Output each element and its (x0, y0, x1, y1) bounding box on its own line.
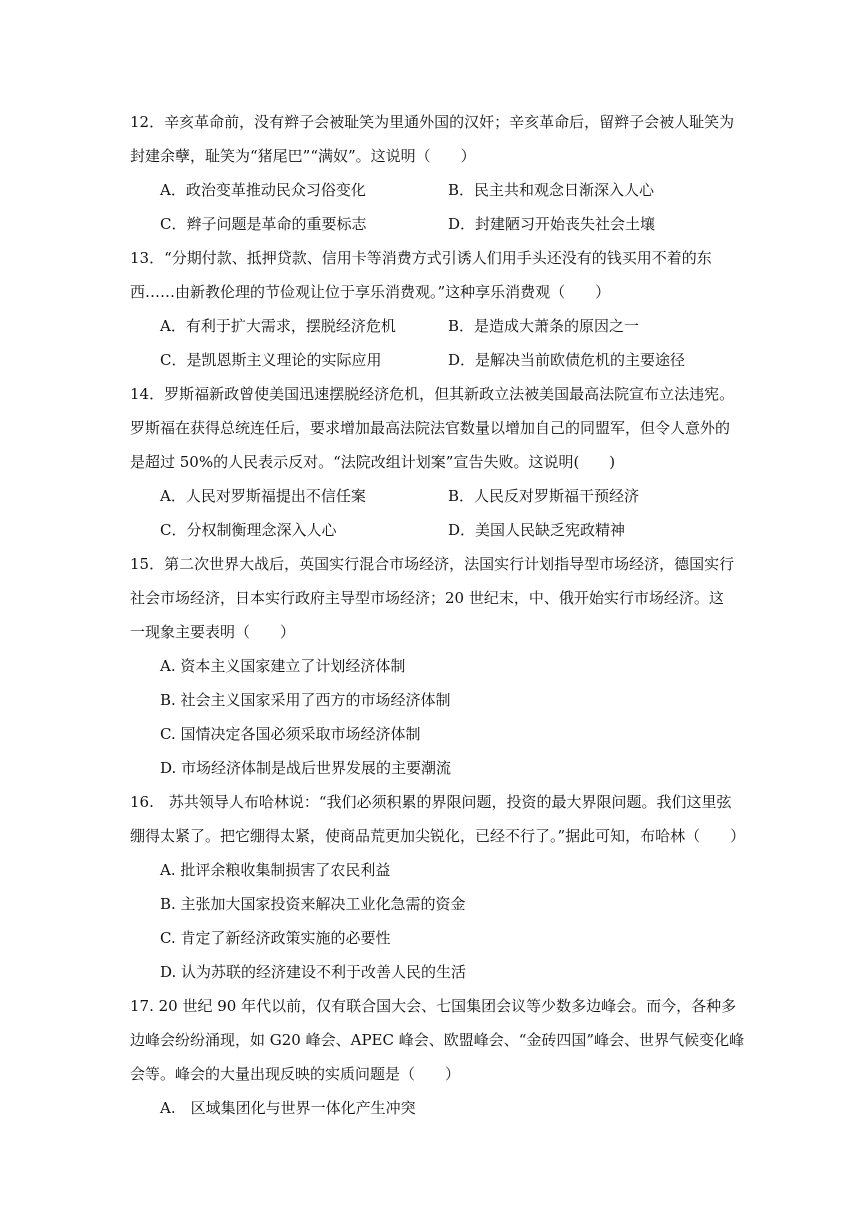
question-text-line: 社会市场经济，日本实行政府主导型市场经济；20 世纪末，中、俄开始实行市场经济。这 (130, 589, 724, 607)
option-d: D．美国人民缺乏宪政精神 (448, 521, 626, 539)
question-text-line: 是超过 50%的人民表示反对。“法院改组计划案”宣告失败。这说明( ) (130, 453, 616, 471)
option-c: C．是凯恩斯主义理论的实际应用 (160, 351, 382, 369)
option-d: D. 市场经济体制是战后世界发展的主要潮流 (160, 759, 452, 777)
question-text-line: 西……由新教伦理的节俭观让位于享乐消费观。”这种享乐消费观（ ） (130, 283, 611, 301)
option-b: B．是造成大萧条的原因之一 (448, 317, 640, 335)
question-text-line: 13．“分期付款、抵押贷款、信用卡等消费方式引诱人们用手头还没有的钱买用不着的东 (130, 249, 712, 267)
question-text-line: 罗斯福在获得总统连任后，要求增加最高法院法官数量以增加自己的同盟军，但令人意外的 (130, 419, 731, 437)
question-text-line: 16. 苏共领导人布哈林说：“我们必须积累的界限问题，投资的最大界限问题。我们这里弦 (130, 793, 732, 811)
option-b: B．人民反对罗斯福干预经济 (448, 487, 640, 505)
option-a: A．政治变革推动民众习俗变化 (160, 181, 366, 199)
option-c: C．分权制衡理念深入人心 (160, 521, 337, 539)
option-c: C. 肯定了新经济政策实施的必要性 (160, 929, 391, 947)
option-a: A．有利于扩大需求，摆脱经济危机 (160, 317, 396, 335)
option-b: B. 社会主义国家采用了西方的市场经济体制 (160, 691, 451, 709)
option-c: C. 国情决定各国必须采取市场经济体制 (160, 725, 421, 743)
question-text-line: 会等。峰会的大量出现反映的实质问题是（ ） (130, 1065, 461, 1083)
option-d: D. 认为苏联的经济建设不利于改善人民的生活 (160, 963, 467, 981)
question-text-line: 12．辛亥革命前，没有辫子会被耻笑为里通外国的汉奸；辛亥革命后，留辫子会被人耻笑为 (130, 113, 735, 131)
question-text-line: 15．第二次世界大战后，英国实行混合市场经济，法国实行计划指导型市场经济，德国实行 (130, 555, 735, 573)
question-text-line: 绷得太紧了。把它绷得太紧，使商品荒更加尖锐化，已经不行了。”据此可知，布哈林（ ） (130, 827, 746, 845)
option-c: C．辫子问题是革命的重要标志 (160, 215, 367, 233)
option-d: D．是解决当前欧债危机的主要途径 (448, 351, 686, 369)
option-b: B．民主共和观念日渐深入人心 (448, 181, 655, 199)
option-b: B. 主张加大国家投资来解决工业化急需的资金 (160, 895, 466, 913)
question-text-line: 17. 20 世纪 90 年代以前，仅有联合国大会、七国集团会议等少数多边峰会。而今，各种多 (130, 997, 737, 1015)
question-text-line: 14．罗斯福新政曾使美国迅速摆脱经济危机，但其新政立法被美国最高法院宣布立法违宪。 (130, 385, 735, 403)
option-a: A. 区域集团化与世界一体化产生冲突 (160, 1099, 416, 1117)
question-text-line: 封建余孽，耻笑为“猪尾巴”“满奴”。这说明（ ） (130, 147, 476, 165)
option-a: A. 批评余粮收集制损害了农民利益 (160, 861, 391, 879)
question-text-line: 边峰会纷纷涌现，如 G20 峰会、APEC 峰会、欧盟峰会、“金砖四国”峰会、世界气候变化峰 (130, 1031, 745, 1049)
question-text-line: 一现象主要表明（ ） (130, 623, 296, 641)
option-a: A．人民对罗斯福提出不信任案 (160, 487, 366, 505)
option-a: A. 资本主义国家建立了计划经济体制 (160, 657, 406, 675)
option-d: D．封建陋习开始丧失社会土壤 (448, 215, 656, 233)
